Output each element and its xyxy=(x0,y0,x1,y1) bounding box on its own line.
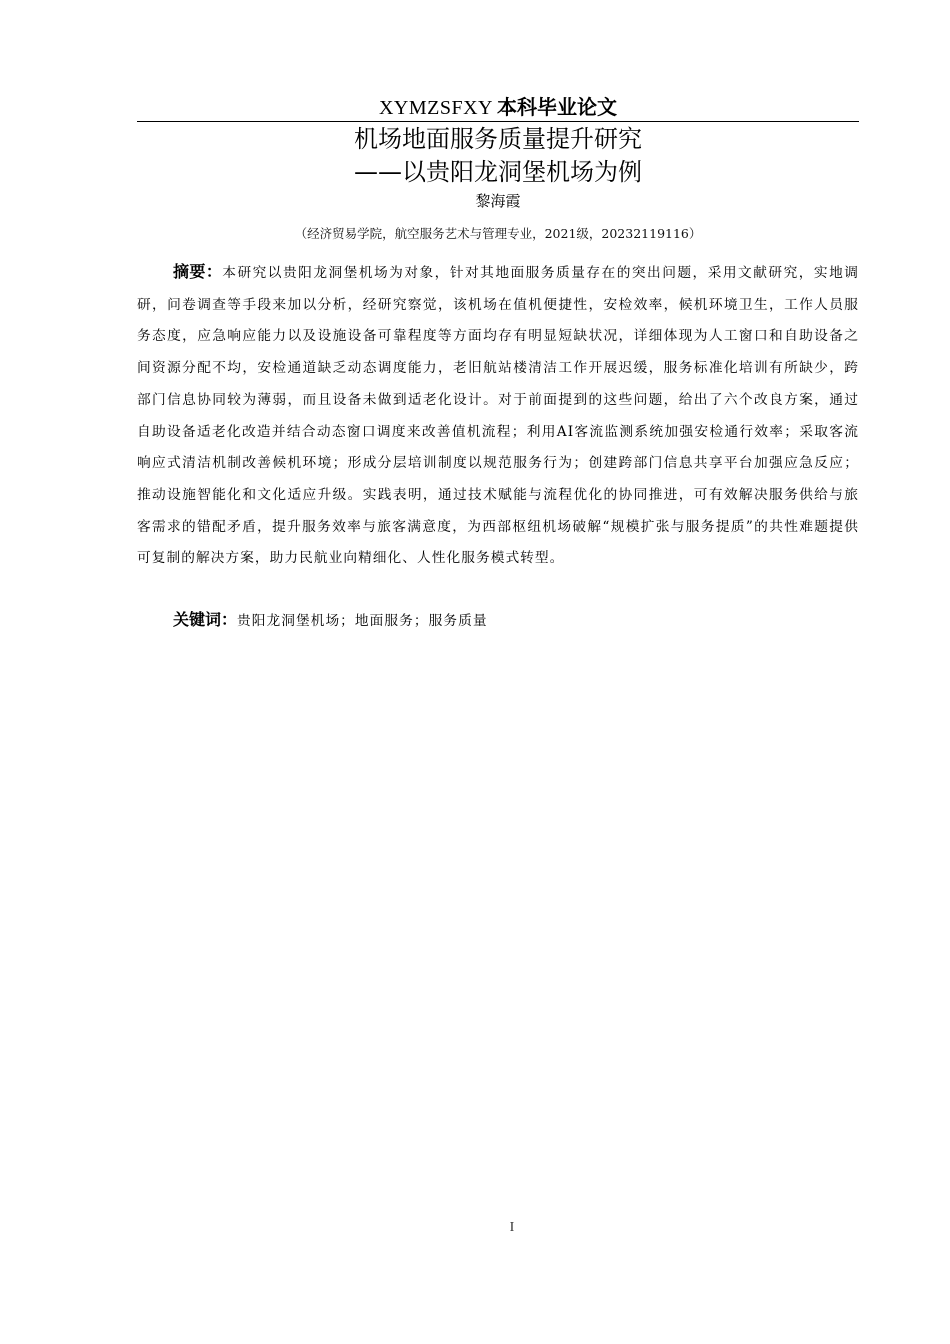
thesis-subtitle: ——以贵阳龙洞堡机场为例 xyxy=(354,158,642,186)
author-affiliation: （经济贸易学院，航空服务艺术与管理专业，2021级，20232119116） xyxy=(294,226,702,241)
running-header-code: XYMZSFXY xyxy=(378,97,494,119)
page-number: I xyxy=(509,1220,515,1235)
running-header xyxy=(137,94,859,121)
running-header-label: 本科毕业论文 xyxy=(497,95,618,119)
abstract-label: 摘要： xyxy=(173,262,223,281)
keywords-text: 贵阳龙洞堡机场；地面服务；服务质量 xyxy=(237,613,488,629)
keywords-line xyxy=(173,604,488,637)
abstract-text: 本研究以贵阳龙洞堡机场为对象，针对其地面服务质量存在的突出问题，采用文献研究，实地调研，问卷调查等手段来加以分析，经研究察觉，该机场在值机便捷性，安检效率，候机环境卫生，工作人员服务态度，应急响应能力以及设施设备可靠程度等方面均存有明显短缺状况，详细体现为人工窗口和自助设备之间资源分配不均，安检通道缺乏动态调度能力，老旧航站楼清洁工作开展迟缓，服务标准化培训有所缺少，跨部门信息协同较为薄弱，而且设备未做到适老化设计。对于前面提到的这些问题，给出了六个改良方案，通过自助设备适老化改造并结合动态窗口调度来改善值机流程；利用AI客流监测系统加强安检通行效率；采取客流响应式清洁机制改善候机环境；形成分层培训制度以规范服务行为；创建跨部门信息共享平台加强应急反应；推动设施智能化和文化适应升级。实践表明，通过技术赋能与流程优化的协同推进，可有效解决服务供给与旅客需求的错配矛盾，提升服务效率与旅客满意度，为西部枢纽机场破解“规模扩张与服务提质”的共性难题提供可复制的解决方案，助力民航业向精细化、人性化服务模式转型。 xyxy=(137,265,859,567)
header-rule xyxy=(137,121,859,122)
abstract-paragraph xyxy=(137,256,859,575)
author-name: 黎海霞 xyxy=(475,192,521,210)
thesis-title: 机场地面服务质量提升研究 xyxy=(354,125,642,153)
keywords-label: 关键词： xyxy=(173,610,238,629)
